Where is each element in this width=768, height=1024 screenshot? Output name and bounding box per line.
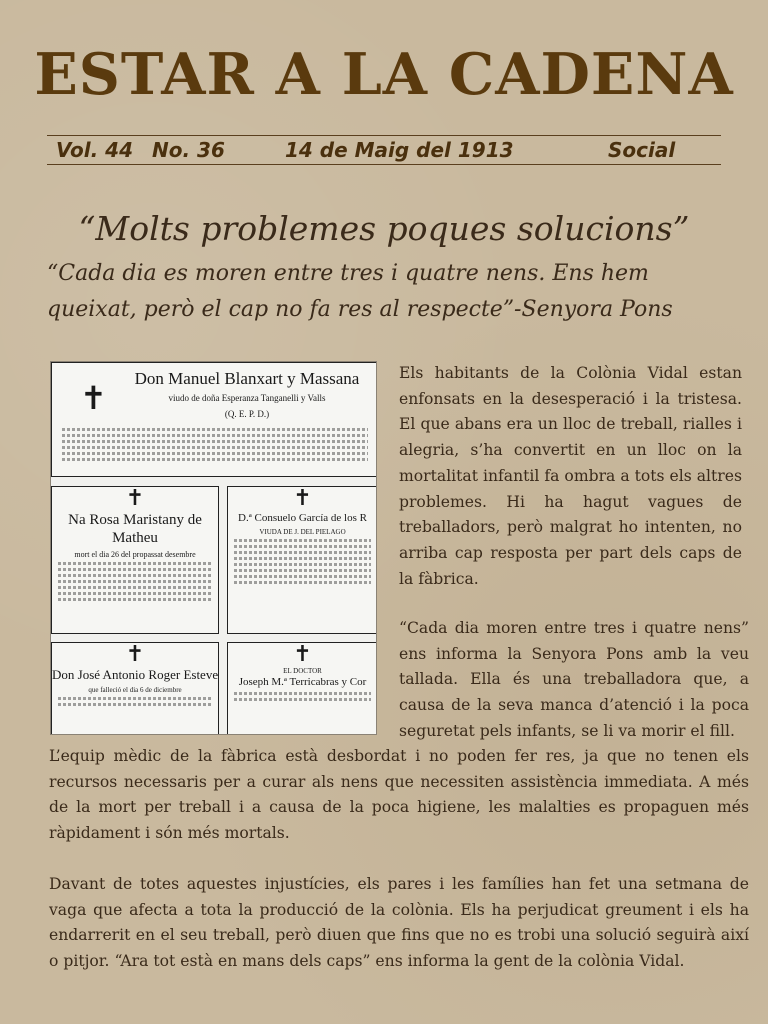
cross-icon: ✝ bbox=[125, 486, 145, 511]
masthead-title: ESTAR A LA CADENA bbox=[34, 41, 734, 108]
article-paragraph-2-continued: L’equip mèdic de la fàbrica està desbordat i no poden fer res, ja que no tenen els recursos necessaris per a curar als nens que necessiten assistència immediata. A més de la mort per treball i a causa de la poca higiene, les malalties es propaguen més ràpidament i són més mortals. bbox=[49, 747, 749, 843]
cross-icon: ✝ bbox=[125, 642, 145, 667]
obituary-detail: EL DOCTOR bbox=[283, 667, 322, 675]
article-paragraph-3: Davant de totes aquestes injustícies, els pares i les famílies han fet una setmana de vaga que afecta a tota la producció de la colònia. Els ha perjudicat greument i els ha endarrerit en el seu treball, però diuen que fins que no es trobi una solució seguirà així o pitjor. “Ara tot està en mans dels caps” ens informa la gent de la colònia Vidal. bbox=[49, 875, 749, 971]
obituary-name: Don José Antonio Roger Esteve bbox=[52, 667, 219, 682]
obituary-detail: VIUDA DE J. DEL PIELAGO bbox=[259, 528, 346, 536]
article-subhead: “Cada dia es moren entre tres i quatre nens. Ens hem queixat, però el cap no fa res al respecte”-Senyora Pons bbox=[47, 261, 673, 322]
obituary-card bbox=[51, 362, 377, 477]
obituary-card bbox=[227, 642, 377, 735]
article-paragraph-2-start: “Cada dia moren entre tres i quatre nens” ens informa la Senyora Pons amb la veu tallada. Ella és una treballadora que, a causa de la seva manca d’atenció i la poca seguretat pels infants, se li va morir el fill. bbox=[399, 619, 749, 740]
obituary-name: Joseph M.ª Terricabras y Cor bbox=[238, 676, 367, 688]
article-headline: “Molts problemes poques solucions” bbox=[78, 209, 690, 248]
obituary-card bbox=[51, 486, 219, 634]
section-label: Social bbox=[608, 138, 676, 162]
obituary-name: D.ª Consuelo García de los R bbox=[238, 512, 367, 524]
obituary-rip: (Q. E. P. D.) bbox=[224, 409, 270, 419]
obituary-detail: viudo de doña Esperanza Tanganelli y Valls bbox=[168, 393, 326, 403]
volume-label: Vol. 44 bbox=[56, 138, 134, 162]
bottom-rule bbox=[47, 164, 721, 165]
article-paragraph-1: Els habitants de la Colònia Vidal estan enfonsats en la desesperació i la tristesa. El que abans era un lloc de treball, rialles i alegria, s’ha convertit en un lloc on la mortalitat infantil fa ombra a tots els altres problemes. Hi ha hagut vagues de treballadors, però malgrat ho intenten, no arriba cap resposta per part dels caps de la fàbrica. bbox=[399, 364, 742, 588]
top-rule bbox=[47, 135, 721, 136]
cross-icon: ✝ bbox=[293, 642, 312, 667]
obituary-detail: mort el dia 26 del propassat desembre bbox=[74, 550, 196, 559]
issue-number: No. 36 bbox=[152, 138, 225, 162]
obituary-card bbox=[227, 486, 377, 634]
issue-date: 14 de Maig del 1913 bbox=[285, 138, 514, 162]
cross-icon: ✝ bbox=[80, 379, 107, 417]
obituaries-photo bbox=[50, 361, 377, 735]
obituary-name: Don Manuel Blanxart y Massana bbox=[134, 369, 360, 388]
cross-icon: ✝ bbox=[293, 486, 312, 511]
obituary-card bbox=[51, 642, 219, 735]
obituary-detail: que falleció el dia 6 de diciembre bbox=[88, 686, 182, 694]
obituary-name: Na Rosa Maristany de Matheu bbox=[68, 512, 202, 546]
